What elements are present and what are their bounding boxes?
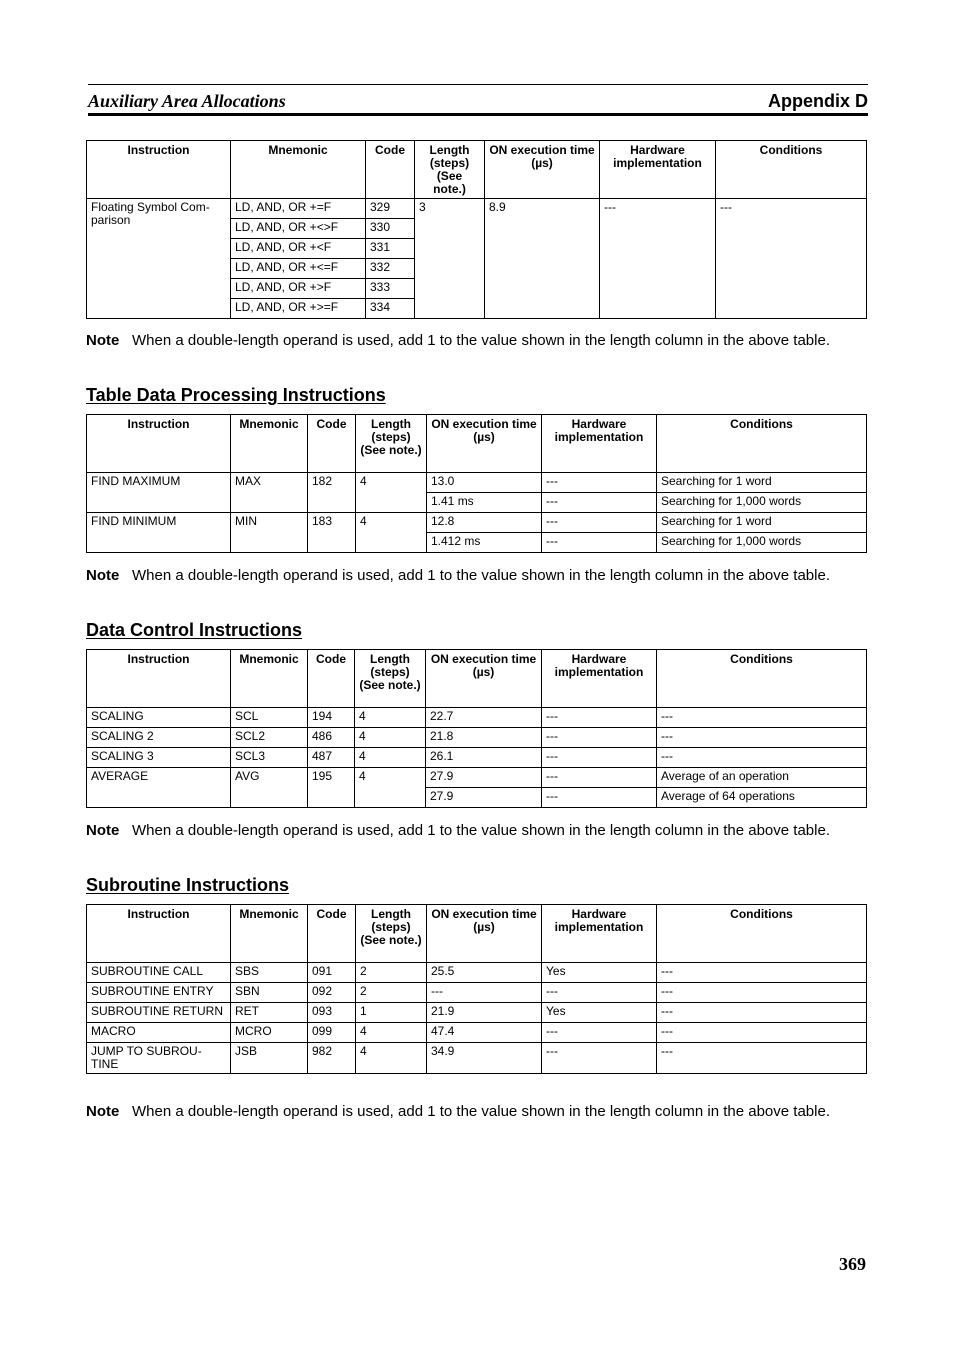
header-code: Code bbox=[366, 141, 415, 199]
time-cell: 21.9 bbox=[427, 1003, 542, 1023]
subroutine-table bbox=[86, 904, 867, 1074]
header-hardware-implementation: Hardware implementation bbox=[600, 141, 716, 199]
table-row bbox=[87, 1043, 867, 1074]
header-on-execution-time: ON execution time (µs) bbox=[427, 415, 542, 473]
code-cell: 331 bbox=[366, 239, 415, 259]
table-row bbox=[87, 963, 867, 983]
length-cell: 4 bbox=[356, 1023, 427, 1043]
conditions-cell: --- bbox=[657, 963, 867, 983]
hardware-cell: --- bbox=[542, 1023, 657, 1043]
header-mnemonic: Mnemonic bbox=[231, 415, 308, 473]
header-mnemonic: Mnemonic bbox=[231, 141, 366, 199]
table-header-row bbox=[87, 650, 867, 708]
conditions-cell: --- bbox=[657, 1023, 867, 1043]
mnemonic-cell: MCRO bbox=[231, 1023, 308, 1043]
table-row bbox=[87, 748, 867, 768]
code-cell: 329 bbox=[366, 199, 415, 219]
conditions-cell: Average of an operation bbox=[657, 768, 867, 788]
header-mnemonic: Mnemonic bbox=[231, 650, 308, 708]
header-instruction: Instruction bbox=[87, 141, 231, 199]
time-cell: 47.4 bbox=[427, 1023, 542, 1043]
code-cell: 183 bbox=[308, 513, 356, 553]
mnemonic-cell: LD, AND, OR +<>F bbox=[231, 219, 366, 239]
length-cell: 4 bbox=[356, 473, 427, 513]
instruction-cell: MACRO bbox=[87, 1023, 231, 1043]
table-header-row bbox=[87, 415, 867, 473]
table-row bbox=[87, 768, 867, 788]
length-cell: 3 bbox=[415, 199, 485, 319]
conditions-cell: --- bbox=[657, 1003, 867, 1023]
note-label: Note bbox=[86, 332, 120, 349]
time-cell: 34.9 bbox=[427, 1043, 542, 1074]
header-instruction: Instruction bbox=[87, 650, 231, 708]
header-on-execution-time: ON execution time (µs) bbox=[485, 141, 600, 199]
hardware-cell: --- bbox=[542, 768, 657, 788]
mnemonic-cell: SBS bbox=[231, 963, 308, 983]
conditions-cell: Searching for 1,000 words bbox=[657, 493, 867, 513]
hardware-cell: --- bbox=[542, 533, 657, 553]
code-cell: 334 bbox=[366, 299, 415, 319]
instruction-cell: AVERAGE bbox=[87, 768, 231, 808]
code-cell: 092 bbox=[308, 983, 356, 1003]
length-cell: 4 bbox=[355, 708, 426, 728]
code-cell: 486 bbox=[308, 728, 355, 748]
mnemonic-cell: SCL3 bbox=[231, 748, 308, 768]
section-title-subroutine: Subroutine Instructions bbox=[86, 875, 290, 895]
mnemonic-cell: LD, AND, OR +>F bbox=[231, 279, 366, 299]
mnemonic-cell: LD, AND, OR +<F bbox=[231, 239, 366, 259]
header-length: Length (steps) (See note.) bbox=[356, 905, 427, 963]
note-text: When a double-length operand is used, add 1 to the value shown in the length column in the above table. bbox=[132, 822, 830, 839]
instruction-cell: FIND MAXIMUM bbox=[87, 473, 231, 513]
instruction-cell: SUBROUTINE RETURN bbox=[87, 1003, 231, 1023]
note-text: When a double-length operand is used, add 1 to the value shown in the length column in the above table. bbox=[132, 567, 830, 584]
length-cell: 2 bbox=[356, 963, 427, 983]
time-cell: 21.8 bbox=[426, 728, 542, 748]
page-number: 369 bbox=[839, 1254, 866, 1274]
table-row bbox=[87, 199, 867, 219]
header-hardware-implementation: Hardware implementation bbox=[542, 905, 657, 963]
conditions-cell: --- bbox=[657, 708, 867, 728]
time-cell: 12.8 bbox=[427, 513, 542, 533]
table-data-processing-table bbox=[86, 414, 867, 553]
hardware-cell: --- bbox=[542, 788, 657, 808]
instruction-cell: SCALING 2 bbox=[87, 728, 231, 748]
header-code: Code bbox=[308, 905, 356, 963]
mnemonic-cell: SBN bbox=[231, 983, 308, 1003]
section-title-data-control: Data Control Instructions bbox=[86, 620, 303, 640]
conditions-cell: Searching for 1 word bbox=[657, 473, 867, 493]
conditions-cell: Average of 64 operations bbox=[657, 788, 867, 808]
table-header-row bbox=[87, 905, 867, 963]
mnemonic-cell: LD, AND, OR +>=F bbox=[231, 299, 366, 319]
conditions-cell: Searching for 1 word bbox=[657, 513, 867, 533]
mnemonic-cell: MAX bbox=[231, 473, 308, 513]
instruction-cell: SUBROUTINE CALL bbox=[87, 963, 231, 983]
time-cell: 27.9 bbox=[426, 788, 542, 808]
time-cell: 25.5 bbox=[427, 963, 542, 983]
conditions-cell: --- bbox=[657, 748, 867, 768]
code-cell: 195 bbox=[308, 768, 355, 808]
mnemonic-cell: RET bbox=[231, 1003, 308, 1023]
conditions-cell: --- bbox=[657, 728, 867, 748]
conditions-cell: --- bbox=[657, 1043, 867, 1074]
note-label: Note bbox=[86, 822, 120, 839]
header-mnemonic: Mnemonic bbox=[231, 905, 308, 963]
note-label: Note bbox=[86, 1103, 120, 1120]
hardware-cell: --- bbox=[542, 983, 657, 1003]
instruction-cell: SCALING 3 bbox=[87, 748, 231, 768]
time-cell: 27.9 bbox=[426, 768, 542, 788]
length-cell: 4 bbox=[355, 728, 426, 748]
table-row bbox=[87, 1023, 867, 1043]
mnemonic-cell: SCL bbox=[231, 708, 308, 728]
page-header bbox=[88, 84, 868, 117]
header-code: Code bbox=[308, 415, 356, 473]
header-rule bbox=[88, 113, 868, 116]
header-on-execution-time: ON execution time (µs) bbox=[427, 905, 542, 963]
code-cell: 487 bbox=[308, 748, 355, 768]
header-conditions: Conditions bbox=[657, 650, 867, 708]
header-code: Code bbox=[308, 650, 355, 708]
header-appendix-label: Appendix D bbox=[767, 91, 868, 111]
header-conditions: Conditions bbox=[716, 141, 867, 199]
hardware-cell: --- bbox=[542, 728, 657, 748]
table-row bbox=[87, 1003, 867, 1023]
header-instruction: Instruction bbox=[87, 415, 231, 473]
mnemonic-cell: JSB bbox=[231, 1043, 308, 1074]
header-length: Length (steps) (See note.) bbox=[356, 415, 427, 473]
time-cell: 1.41 ms bbox=[427, 493, 542, 513]
code-cell: 330 bbox=[366, 219, 415, 239]
hardware-cell: --- bbox=[542, 493, 657, 513]
time-cell: 8.9 bbox=[485, 199, 600, 319]
mnemonic-cell: SCL2 bbox=[231, 728, 308, 748]
mnemonic-cell: LD, AND, OR +<=F bbox=[231, 259, 366, 279]
instruction-cell: SCALING bbox=[87, 708, 231, 728]
table-header-row bbox=[87, 141, 867, 199]
hardware-cell: Yes bbox=[542, 1003, 657, 1023]
code-cell: 182 bbox=[308, 473, 356, 513]
mnemonic-cell: MIN bbox=[231, 513, 308, 553]
header-hardware-implementation: Hardware implementation bbox=[542, 415, 657, 473]
table-row bbox=[87, 728, 867, 748]
data-control-table bbox=[86, 649, 867, 808]
length-cell: 4 bbox=[356, 513, 427, 553]
header-hardware-implementation: Hardware implementation bbox=[542, 650, 657, 708]
time-cell: 26.1 bbox=[426, 748, 542, 768]
code-cell: 333 bbox=[366, 279, 415, 299]
length-cell: 4 bbox=[356, 1043, 427, 1074]
conditions-cell: --- bbox=[657, 983, 867, 1003]
time-cell: 1.412 ms bbox=[427, 533, 542, 553]
header-conditions: Conditions bbox=[657, 415, 867, 473]
instruction-cell: SUBROUTINE ENTRY bbox=[87, 983, 231, 1003]
code-cell: 093 bbox=[308, 1003, 356, 1023]
code-cell: 982 bbox=[308, 1043, 356, 1074]
code-cell: 332 bbox=[366, 259, 415, 279]
table-row bbox=[87, 513, 867, 533]
time-cell: --- bbox=[427, 983, 542, 1003]
conditions-cell: Searching for 1,000 words bbox=[657, 533, 867, 553]
length-cell: 4 bbox=[355, 748, 426, 768]
time-cell: 13.0 bbox=[427, 473, 542, 493]
hardware-cell: --- bbox=[542, 748, 657, 768]
table-row bbox=[87, 473, 867, 493]
mnemonic-cell: AVG bbox=[231, 768, 308, 808]
hardware-cell: --- bbox=[542, 513, 657, 533]
instruction-cell: JUMP TO SUBROU-TINE bbox=[87, 1043, 231, 1074]
time-cell: 22.7 bbox=[426, 708, 542, 728]
header-length: Length (steps) (See note.) bbox=[355, 650, 426, 708]
hardware-cell: --- bbox=[542, 1043, 657, 1074]
code-cell: 194 bbox=[308, 708, 355, 728]
note-label: Note bbox=[86, 567, 120, 584]
header-instruction: Instruction bbox=[87, 905, 231, 963]
code-cell: 091 bbox=[308, 963, 356, 983]
table-row bbox=[87, 983, 867, 1003]
length-cell: 2 bbox=[356, 983, 427, 1003]
hardware-cell: Yes bbox=[542, 963, 657, 983]
length-cell: 4 bbox=[355, 768, 426, 808]
header-conditions: Conditions bbox=[657, 905, 867, 963]
conditions-cell: --- bbox=[716, 199, 867, 319]
instruction-cell: Floating Symbol Com-parison bbox=[87, 199, 231, 319]
hardware-cell: --- bbox=[542, 708, 657, 728]
mnemonic-cell: LD, AND, OR +=F bbox=[231, 199, 366, 219]
section-title-table-data: Table Data Processing Instructions bbox=[86, 385, 386, 405]
length-cell: 1 bbox=[356, 1003, 427, 1023]
header-length: Length (steps) (See note.) bbox=[415, 141, 485, 199]
note-text: When a double-length operand is used, add 1 to the value shown in the length column in the above table. bbox=[132, 1103, 830, 1120]
header-on-execution-time: ON execution time (µs) bbox=[426, 650, 542, 708]
floating-comparison-table bbox=[86, 140, 867, 319]
code-cell: 099 bbox=[308, 1023, 356, 1043]
table-row bbox=[87, 708, 867, 728]
instruction-cell: FIND MINIMUM bbox=[87, 513, 231, 553]
header-section-title: Auxiliary Area Allocations bbox=[88, 91, 286, 111]
note-text: When a double-length operand is used, add 1 to the value shown in the length column in the above table. bbox=[132, 332, 830, 349]
hardware-cell: --- bbox=[600, 199, 716, 319]
hardware-cell: --- bbox=[542, 473, 657, 493]
